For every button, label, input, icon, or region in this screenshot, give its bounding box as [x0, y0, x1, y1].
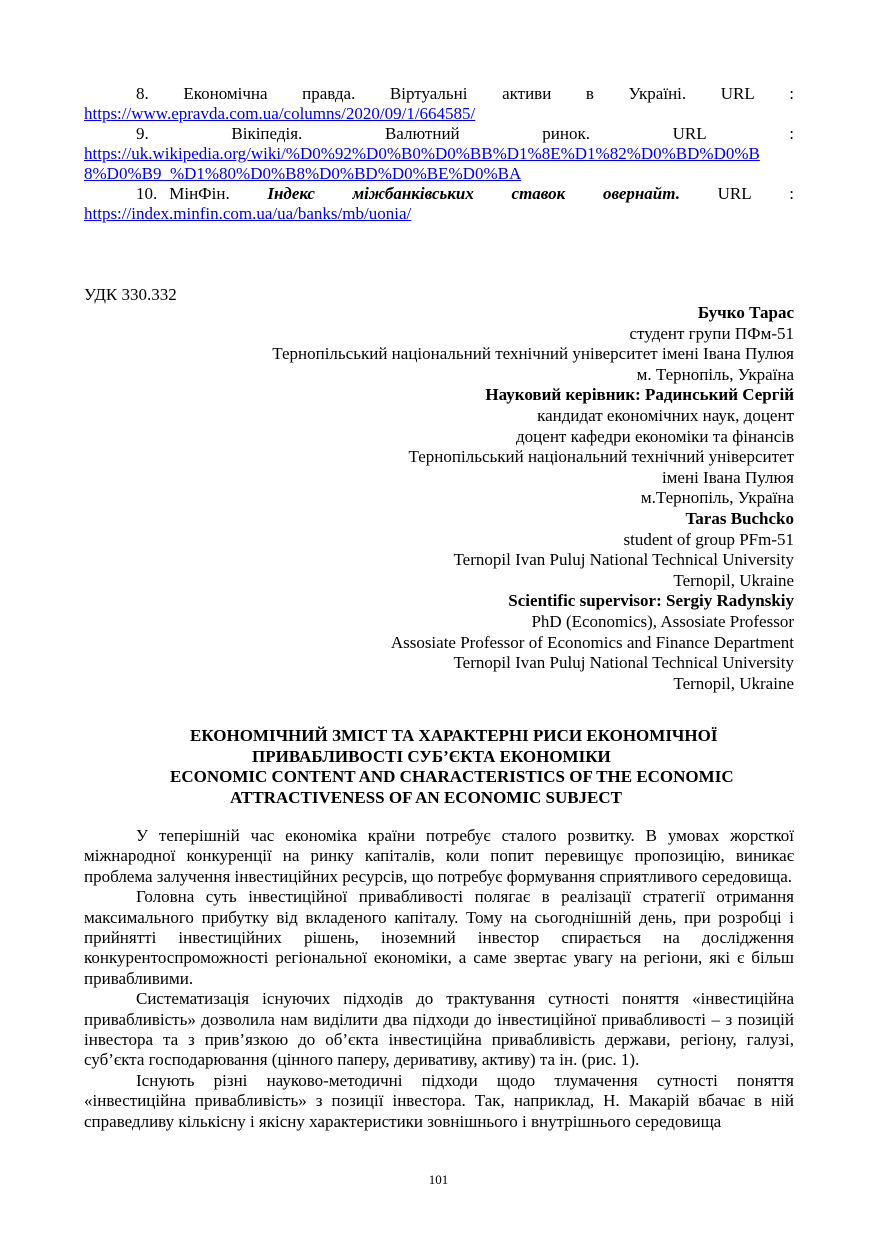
reference-word: активи — [502, 84, 552, 103]
author-line: Тернопільський національний технічний університет імені Івана Пулюя — [272, 344, 794, 364]
author-line: студент групи ПФм-51 — [629, 323, 794, 343]
paragraph: Систематизація існуючих підходів до трактування сутності поняття «інвестиційна привабливість» дозволила нам виділити два підходи до інвестиційної привабливості – з позицій інвестора та з прив’язкою до об’єкта інвестиційна привабливість держави, регіону, галузі, суб’єкта господарювання (цінного паперу, деривативу, активу) та ін. (рис. 1). — [84, 989, 794, 1070]
reference-word: Економічна — [183, 84, 268, 103]
author-line: Ternopil, Ukraine — [673, 673, 794, 693]
reference-number: 8. — [136, 84, 149, 103]
paper-title — [84, 726, 794, 808]
author-line: Taras Buchcko — [685, 508, 794, 528]
reference-link-line[interactable]: https://uk.wikipedia.org/wiki/%D0%92%D0%B0%D0%BB%D1%8E%D1%82%D0%BD%D0%B — [84, 144, 760, 163]
reference-word: URL — [717, 184, 752, 203]
paragraph: Існують різні науково-методичні підходи щодо тлумачення сутності поняття «інвестиційна привабливість» з позиції інвестора. Так, наприклад, Н. Макарій вбачає в ній справедливу кількісну і якісну характеристики зовнішнього і внутрішнього середовища — [84, 1070, 794, 1131]
author-line: доцент кафедри економіки та фінансів — [516, 426, 794, 446]
reference-word: : — [789, 84, 795, 103]
reference-word: ринок. — [542, 124, 591, 143]
author-line: Assosiate Professor of Economics and Finance Department — [390, 632, 794, 652]
reference-word: Україні. — [628, 84, 687, 103]
reference-word: Віртуальні — [389, 84, 468, 103]
reference-title-word: ставок — [511, 184, 566, 203]
reference-number: 9. — [136, 124, 149, 143]
author-line: Ternopil, Ukraine — [673, 570, 794, 590]
title-line: ATTRACTIVENESS OF AN ECONOMIC SUBJECT — [230, 787, 623, 807]
reference-item — [84, 184, 794, 224]
paragraph: Головна суть інвестиційної привабливості полягає в реалізації стратегії отримання максимального прибутку від вкладеного капіталу. Тому на сьогоднішній день, при розробці і прийнятті інвестиційних рішень, іноземний інвестор спирається на дослідження конкурентоспроможності регіональної економіки, а саме звертає увагу на регіони, які є більш привабливими. — [84, 887, 794, 988]
reference-item — [84, 124, 794, 184]
udk-code: УДК 330.332 — [84, 285, 177, 304]
reference-title-word: овернайт. — [602, 184, 680, 203]
author-line: Тернопільський національний технічний університет — [408, 447, 794, 467]
author-line: Науковий керівник: Радинський Сергій — [485, 385, 794, 405]
title-line: ПРИВАБЛИВОСТІ СУБ’ЄКТА ЕКОНОМІКИ — [252, 746, 611, 766]
author-line: Scientific supervisor: Sergiy Radynskiy — [508, 591, 794, 611]
reference-link[interactable]: https://index.minfin.com.ua/ua/banks/mb/uonia/ — [84, 204, 412, 223]
author-block — [272, 303, 794, 694]
author-line: PhD (Economics), Assosiate Professor — [531, 611, 794, 631]
reference-word: : — [789, 124, 795, 143]
reference-word: URL — [720, 84, 755, 103]
reference-title-word: Індекс — [267, 184, 315, 203]
title-line: ECONOMIC CONTENT AND CHARACTERISTICS OF THE ECONOMIC — [170, 767, 734, 786]
author-line: Ternopil Ivan Puluj National Technical University — [453, 550, 794, 570]
author-line: Ternopil Ivan Puluj National Technical University — [453, 653, 794, 673]
page-number: 101 — [428, 1172, 449, 1187]
reference-list — [84, 84, 794, 224]
reference-word: в — [585, 84, 594, 103]
author-line: Бучко Тарас — [697, 303, 794, 322]
reference-item — [84, 84, 794, 124]
reference-link[interactable]: https://www.epravda.com.ua/columns/2020/09/1/664585/ — [84, 104, 476, 123]
reference-source: МінФін. — [169, 184, 230, 203]
paragraph: У теперішній час економіка країни потребує сталого розвитку. В умовах жорсткої міжнародної конкуренції на ринку капіталів, коли попит перевищує пропозицію, виникає проблема залучення інвестиційних ресурсів, що потребує формування сприятливого середовища. — [84, 826, 794, 886]
reference-word: URL — [672, 124, 707, 143]
body-text — [84, 826, 794, 1132]
reference-word: Валютний — [384, 124, 460, 143]
reference-word: Вікіпедія. — [231, 124, 303, 143]
reference-title-word: міжбанківських — [352, 184, 474, 203]
reference-number: 10. — [136, 184, 158, 203]
author-line: м. Тернопіль, Україна — [636, 364, 794, 384]
reference-word: правда. — [302, 84, 356, 103]
author-line: імені Івана Пулюя — [661, 467, 794, 487]
reference-word: : — [789, 184, 794, 203]
reference-link[interactable] — [84, 144, 794, 184]
author-line: student of group PFm-51 — [623, 529, 794, 549]
author-line: кандидат економічних наук, доцент — [537, 405, 794, 425]
reference-link-line[interactable]: 8%D0%B9_%D1%80%D0%B8%D0%BD%D0%BE%D0%BA — [84, 164, 522, 183]
title-line: ЕКОНОМІЧНИЙ ЗМІСТ ТА ХАРАКТЕРНІ РИСИ ЕКОНОМІЧНОЇ — [190, 726, 718, 745]
author-line: м.Тернопіль, Україна — [640, 488, 794, 508]
